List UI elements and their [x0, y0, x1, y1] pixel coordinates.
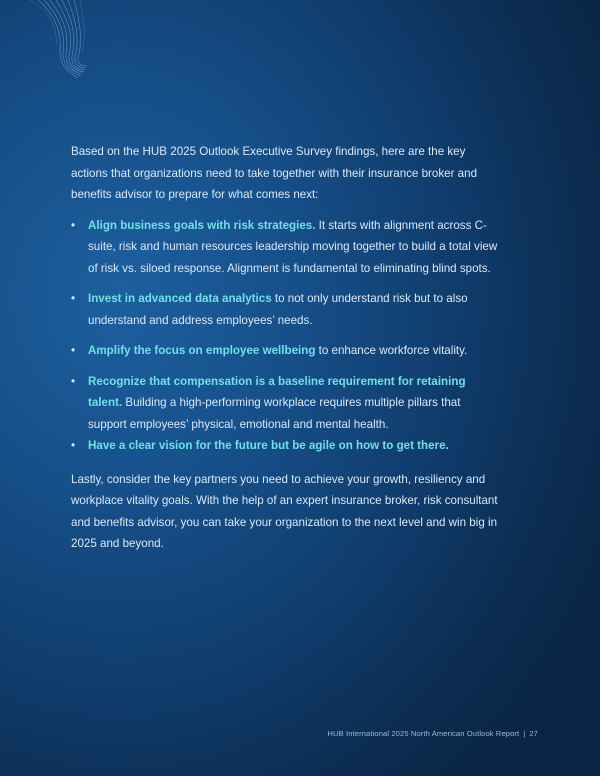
action-lead: Amplify the focus on employee wellbeing [88, 344, 316, 357]
list-item [71, 435, 501, 457]
action-text: Building a high-performing workplace requires multiple pillars that support employees’ physical, emotional and mental health. [88, 396, 461, 431]
list-item [71, 215, 501, 280]
bullet-icon: • [71, 292, 76, 305]
bullet-icon: • [71, 374, 76, 388]
bullet-icon: • [71, 439, 76, 452]
list-item [71, 371, 501, 436]
action-text: to not only understand risk but to also understand and address employees’ needs. [88, 292, 468, 327]
list-item [71, 340, 501, 362]
decorative-wave-lines [0, 0, 110, 90]
intro-paragraph: Based on the HUB 2025 Outlook Executive Survey findings, here are the key actions that organizations need to take together with their insurance broker and benefits advisor to prepare for what comes next: [71, 145, 478, 201]
key-actions-list [71, 215, 501, 457]
page-footer [328, 729, 539, 738]
bullet-icon: • [71, 218, 76, 232]
action-lead: Recognize that compensation is a baseline requirement for retaining talent. [88, 374, 466, 409]
main-content [71, 141, 501, 555]
report-title: HUB International 2025 North American Outlook Report [327, 729, 520, 738]
action-lead: Have a clear vision for the future but be agile on how to get there. [88, 439, 449, 452]
list-item [71, 288, 501, 331]
action-lead: Invest in advanced data analytics [88, 292, 272, 305]
action-lead: Align business goals with risk strategies. [88, 218, 316, 232]
closing-paragraph: Lastly, consider the key partners you need to achieve your growth, resiliency and workplace vitality goals. With the help of an expert insurance broker, risk consultant and benefits advisor, you can take your organization to the next level and win big in 2025 and beyond. [71, 472, 498, 550]
footer-separator: | [523, 729, 526, 738]
action-text: It starts with alignment across C-suite, risk and human resources leadership moving together to build a total view of risk vs. siloed response. Alignment is fundamental to eliminating blind spots. [88, 218, 498, 275]
action-text: to enhance workforce vitality. [315, 344, 468, 357]
page-number: 27 [529, 729, 538, 738]
bullet-icon: • [71, 344, 76, 357]
